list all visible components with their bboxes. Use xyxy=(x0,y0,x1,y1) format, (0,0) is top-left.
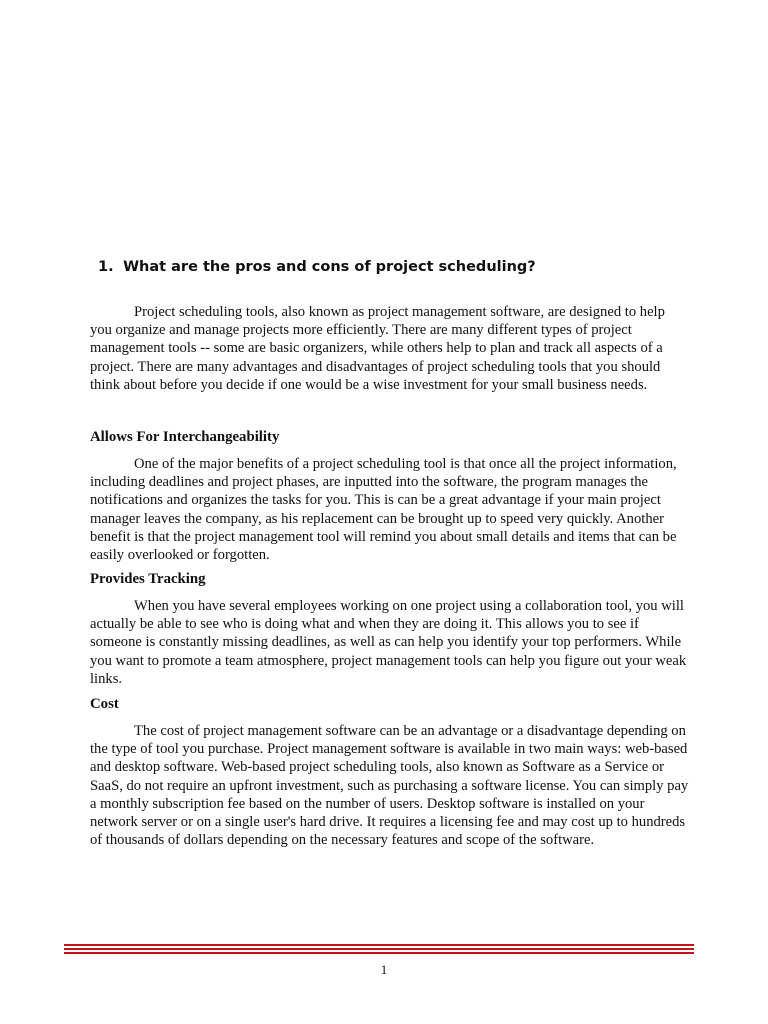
paragraph-tracking: When you have several employees working on one project using a collaboration tool, you will actually be able to see who is doing what and when they are doing it. This allows you to see if someone is constantly missing deadlines, as well as can help you identify your top performers. While you want to promote a team atmosphere, project management tools can help you figure out your weak links. xyxy=(90,598,687,687)
intro-paragraph: Project scheduling tools, also known as project management software, are designed to help you organize and manage projects more efficiently. There are many different types of project management tools -- some are basic organizers, while others help to plan and track all aspects of a project. There are many advantages and disadvantages of project scheduling tools that you should think about before you decide if one would be a wise investment for your small business needs. xyxy=(90,304,665,393)
subheading-tracking: Provides Tracking xyxy=(90,571,206,587)
paragraph-cost: The cost of project management software can be an advantage or a disadvantage depending on the type of tool you purchase. Project management software is available in two main ways: web-based and desktop software. Web-based project scheduling tools, also known as Software as a Service or SaaS, do not require an upfront investment, such as purchasing a software license. You can simply pay a monthly subscription fee based on the number of users. Desktop software is installed on your network server or on a single user's hard drive. It requires a licensing fee and may cost up to hundreds of thousands of dollars depending on the necessary features and scope of the software. xyxy=(90,723,689,849)
paragraph-interchangeability: One of the major benefits of a project scheduling tool is that once all the project information, including deadlines and project phases, are inputted into the software, the program manages the notifications and organizes the tasks for you. This is can be a great advantage if your main project manager leaves the company, as his replacement can be brought up to speed very quickly. Another benefit is that the project management tool will remind you about small details and items that can be easily overlooked or forgotten. xyxy=(90,456,677,564)
footer-rule xyxy=(64,952,694,954)
subheading-cost: Cost xyxy=(90,696,119,712)
section-number: 1. xyxy=(98,259,114,275)
footer-rule xyxy=(64,944,694,946)
footer-rule xyxy=(64,948,694,950)
section-title: What are the pros and cons of project scheduling? xyxy=(123,259,536,275)
page-number: 1 xyxy=(380,962,388,977)
section-heading xyxy=(98,259,698,275)
subheading-interchangeability: Allows For Interchangeability xyxy=(90,429,280,445)
